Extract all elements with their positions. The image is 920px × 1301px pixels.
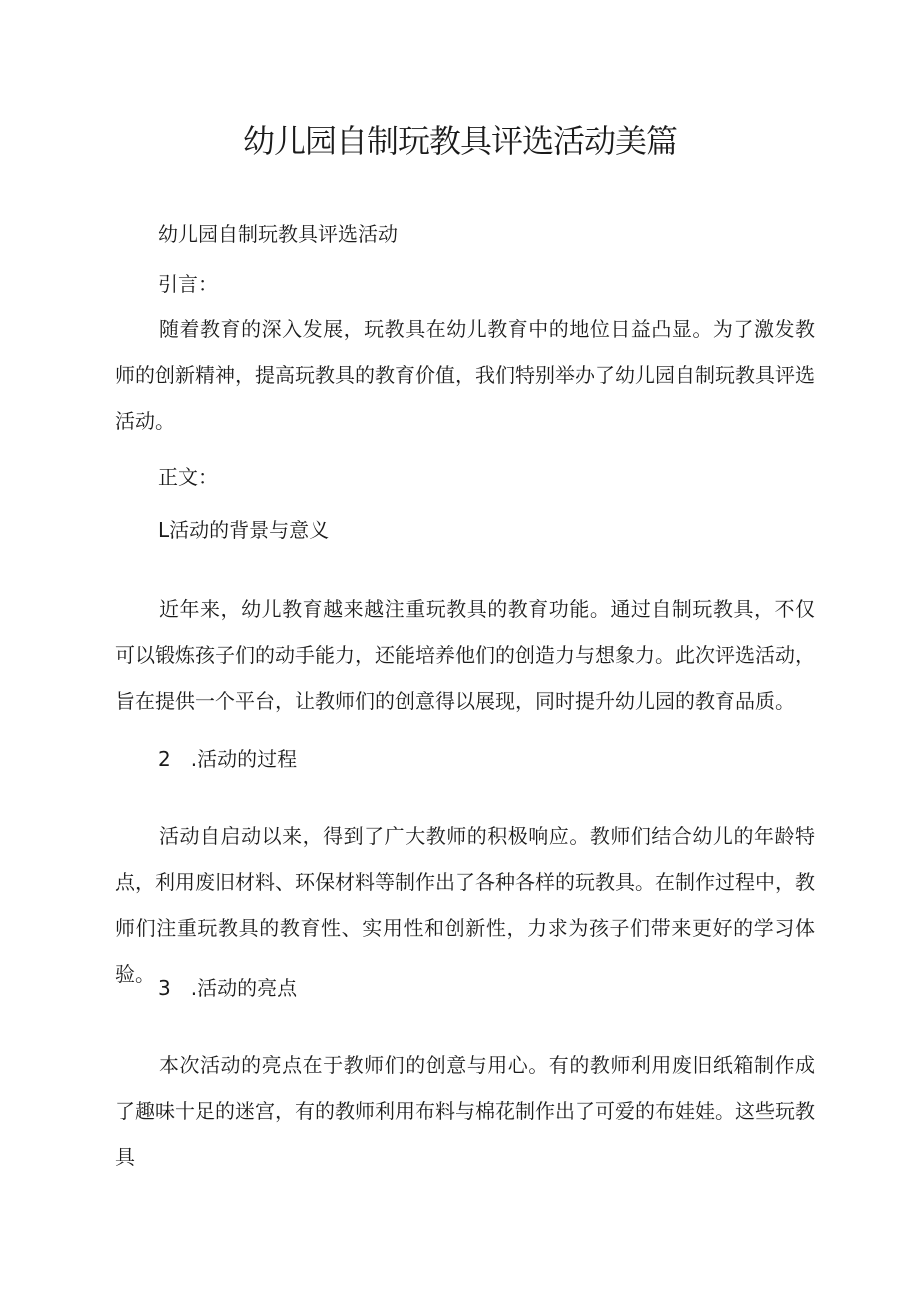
section-paragraph-3: 本次活动的亮点在于教师们的创意与用心。有的教师利用废旧纸箱制作成了趣味十足的迷宫，有的教师利用布料与棉花制作出了可爱的布娃娃。这些玩教具 [115, 1053, 815, 1169]
intro-label: 引言： [158, 272, 218, 296]
document-title: 幼儿园自制玩教具评选活动美篇 [242, 122, 677, 160]
document-subtitle: 幼儿园自制玩教具评选活动 [158, 222, 398, 246]
section-paragraph-2: 活动自启动以来，得到了广大教师的积极响应。教师们结合幼儿的年龄特点，利用废旧材料、环保材料等制作出了各种各样的玩教具。在制作过程中，教师们注重玩教具的教育性、实用性和创新性，力求为孩子们带来更好的学习体验。 [115, 824, 815, 986]
section-heading-2: 2 .活动的过程 [158, 747, 298, 771]
section-heading-3: 3 .活动的亮点 [158, 976, 298, 1000]
section-paragraph-1: 近年来，幼儿教育越来越注重玩教具的教育功能。通过自制玩教具，不仅可以锻炼孩子们的动手能力，还能培养他们的创造力与想象力。此次评选活动，旨在提供一个平台，让教师们的创意得以展现，同时提升幼儿园的教育品质。 [115, 597, 815, 713]
intro-paragraph: 随着教育的深入发展，玩教具在幼儿教育中的地位日益凸显。为了激发教师的创新精神，提高玩教具的教育价值，我们特别举办了幼儿园自制玩教具评选活动。 [115, 317, 815, 433]
body-label: 正文： [158, 465, 218, 489]
section-heading-1: L活动的背景与意义 [158, 518, 330, 542]
